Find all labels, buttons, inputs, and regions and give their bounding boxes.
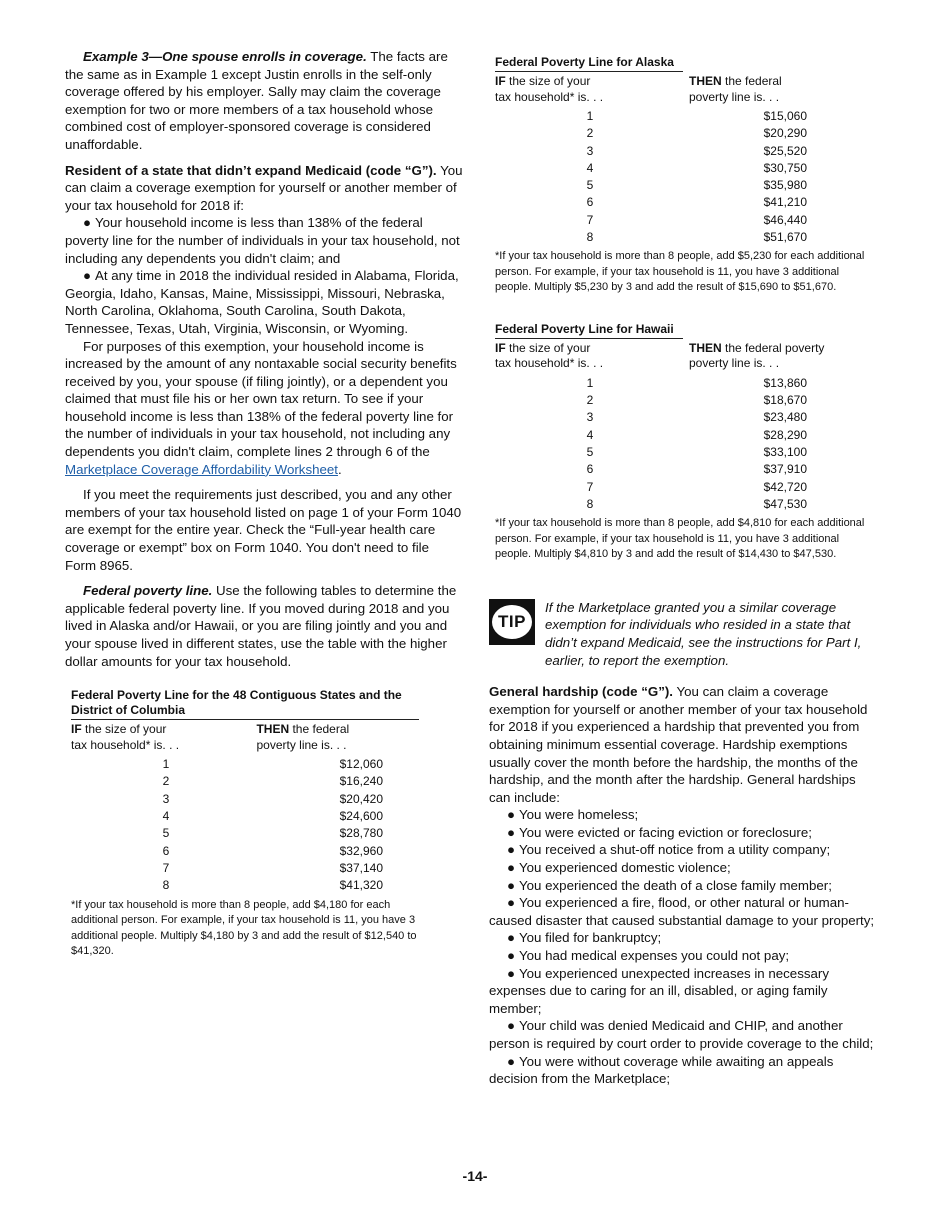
- table-row: 1 $12,060: [162, 757, 383, 772]
- table-row: 3 $25,520: [586, 143, 807, 158]
- list-item: ● You were without coverage while awaiting an appeals decision from the Marketplace;: [489, 1053, 834, 1087]
- table-row: 1 $15,060: [586, 109, 807, 123]
- table-row: 8 $41,320: [162, 878, 383, 893]
- list-item: ● Your child was denied Medicaid and CHIP, and another person is required by court order to provide coverage to the child;: [489, 1018, 874, 1051]
- list-item: ● You experienced the death of a close family member;: [507, 877, 832, 893]
- table-row: 5 $28,780: [162, 826, 383, 841]
- bullet-icon: ●: [507, 877, 516, 893]
- bullet-icon: ●: [507, 1018, 516, 1034]
- fpl-table-note: *If your tax household is more than 8 people, add $5,230 for each additional person. For example, if your tax household is 11, you have 3 additional people. Multiply $5,230 by 3 and add the result of $15,690 to $51,670.: [495, 250, 865, 294]
- tip-icon: TIP: [489, 599, 535, 645]
- general-hardship-heading: General hardship (code “G”).: [489, 684, 673, 700]
- example-3-heading: Example 3—One spouse enrolls in coverage.: [83, 49, 367, 64]
- table-row: 7 $37,140: [162, 860, 383, 875]
- table-row: 1 $13,860: [586, 375, 807, 390]
- bullet-icon: ●: [507, 965, 516, 981]
- bullet-icon: ●: [507, 948, 516, 964]
- federal-poverty-heading: Federal poverty line.: [83, 583, 213, 599]
- bullet-icon: ●: [507, 1053, 516, 1069]
- fpl-table-note: *If your tax household is more than 8 people, add $4,810 for each additional person. For example, if your tax household is 11, you have 3 additional people. Multiply $4,810 by 3 and add the result of $14,430 to $47,530.: [495, 517, 865, 561]
- fpl-table-header: IF the size of your tax household* is. . . THEN the federal poverty line is. . .: [71, 722, 350, 752]
- table-row: 4 $24,600: [162, 809, 383, 824]
- table-row: 5 $33,100: [586, 445, 807, 460]
- code-g-heading: Resident of a state that didn’t expand Medicaid (code “G”).: [65, 162, 437, 178]
- table-row: 3 $23,480: [586, 410, 807, 425]
- tip-text: If the Marketplace granted you a similar coverage exemption for individuals who resided in a state that didn’t expand Medicaid, see the instructions for Part I, earlier, to report the exemption.: [545, 599, 862, 668]
- meet-requirements-paragraph: If you meet the requirements just described, you and any other members of your tax household listed on page 1 of your Form 1040 are exempt for the entire year. Check the “Full-year health care coverage or exempt” box on Form 1040. You don't need to file Form 8965.: [65, 487, 462, 573]
- code-g-paragraph: [65, 162, 463, 215]
- fpl-table-header: IF the size of your tax household* is. . . THEN the federal poverty poverty line is. . .: [495, 340, 825, 371]
- table-row: 6 $32,960: [162, 843, 383, 858]
- list-item: ● Your household income is less than 138% of the federal poverty line for the number of individuals in your tax household, not including any dependents you didn't claim; and: [65, 215, 460, 266]
- table-row: 8 $51,670: [586, 230, 807, 245]
- list-item: ● You filed for bankruptcy;: [507, 930, 662, 946]
- table-row: 7 $42,720: [586, 479, 807, 494]
- bullet-icon: ●: [507, 860, 516, 876]
- fpl-table-hawaii: [495, 322, 871, 563]
- bullet-icon: ●: [507, 930, 516, 946]
- table-row: 5 $35,980: [586, 178, 807, 193]
- list-item: ● At any time in 2018 the individual resided in Alabama, Florida, Georgia, Idaho, Kansas, Maine, Mississippi, Missouri, Nebraska, North Carolina, Oklahoma, South Carolina, South Dakota, Tennessee, Texas, Utah, Virginia, Wisconsin, or Wyoming.: [65, 268, 459, 336]
- example-3-body: The facts are the same as in Example 1 except Justin enrolls in the self-only coverage offered by his employer. Sally may claim the coverage exemption for two or more members of a tax household whose combined cost of employer-sponsored coverage is considered unaffordable.: [65, 49, 448, 152]
- fpl-table-title: Federal Poverty Line for Hawaii: [495, 322, 683, 339]
- worksheet-link[interactable]: Marketplace Coverage Affordability Worksheet: [65, 461, 338, 477]
- general-hardship-paragraph: General hardship (code “G”). You can claim a coverage exemption for yourself or another member of your tax household for 2018 if you experienced a hardship that prevented you from obtaining minimum essential coverage. Hardship exemptions usually cover the month before the hardship, the months of the hardship, and the month after the hardship. General hardships can include:: [489, 684, 868, 805]
- table-row: 2 $20,290: [586, 126, 807, 141]
- bullet-icon: ●: [507, 842, 516, 858]
- code-g-body: You can claim a coverage exemption for yourself or another member of your tax household for 2018 if:: [65, 162, 463, 213]
- example-3-paragraph: [65, 48, 463, 154]
- fpl-table-alaska: [495, 55, 871, 296]
- purposes-paragraph: For purposes of this exemption, your household income is increased by the amount of any nontaxable social security benefits received by you, your spouse (if filing jointly), or a dependent you claimed that must file his or her own tax return. To see if your household income is less than 138% of the federal poverty line for the number of individuals in your tax household, not including any dependents you didn't claim, complete lines 2 through 6 of the Marketplace Coverage Affordability Worksheet.: [65, 338, 457, 477]
- bullet-icon: ●: [83, 268, 92, 284]
- table-row: 2 $18,670: [586, 393, 807, 408]
- table-row: 4 $30,750: [586, 160, 807, 175]
- table-row: 8 $47,530: [586, 496, 807, 511]
- table-row: 6 $41,210: [586, 195, 807, 210]
- list-item: ● You experienced unexpected increases in necessary expenses due to caring for an ill, disabled, or aging family member;: [489, 965, 829, 1016]
- table-row: 4 $28,290: [586, 427, 807, 442]
- table-row: 7 $46,440: [586, 212, 807, 227]
- bullet-icon: ●: [83, 215, 92, 231]
- tip-box: [489, 599, 877, 669]
- table-row: 6 $37,910: [586, 462, 807, 477]
- right-column: [489, 55, 877, 1088]
- table-row: 2 $16,240: [162, 774, 383, 789]
- fpl-table-title: Federal Poverty Line for Alaska: [495, 55, 683, 72]
- page-number: -14-: [462, 1168, 488, 1184]
- bullet-icon: ●: [507, 824, 516, 840]
- list-item: ● You had medical expenses you could not pay;: [507, 948, 790, 964]
- fpl-table-header: IF the size of your tax household* is. . . THEN the federal poverty line is. . .: [495, 74, 782, 104]
- list-item: ● You experienced domestic violence;: [507, 860, 731, 876]
- fpl-table-contiguous: [71, 688, 419, 959]
- federal-poverty-paragraph: Federal poverty line. Use the following tables to determine the applicable federal poverty line. If you moved during 2018 and you lived in Alaska and/or Hawaii, or you are filing jointly and you and your spouse lived in different states, use the table with the higher dollar amounts for your tax household.: [65, 583, 457, 669]
- bullet-icon: ●: [507, 807, 516, 823]
- fpl-table-note: *If your tax household is more than 8 people, add $4,180 for each additional person. For example, if your tax household is 11, you have 3 additional people. Multiply $4,180 by 3 and add the result of $12,540 to $41,320.: [71, 898, 417, 958]
- fpl-table-title: Federal Poverty Line for the 48 Contiguous States and the District of Columbia: [71, 688, 419, 720]
- list-item: ● You received a shut-off notice from a utility company;: [507, 842, 831, 858]
- left-column: [65, 48, 463, 960]
- bullet-icon: ●: [507, 895, 516, 911]
- list-item: ● You were homeless;: [507, 807, 639, 823]
- table-row: 3 $20,420: [162, 791, 383, 806]
- list-item: ● You experienced a fire, flood, or other natural or human-caused disaster that caused substantial damage to your property;: [489, 895, 875, 928]
- list-item: ● You were evicted or facing eviction or foreclosure;: [507, 824, 812, 840]
